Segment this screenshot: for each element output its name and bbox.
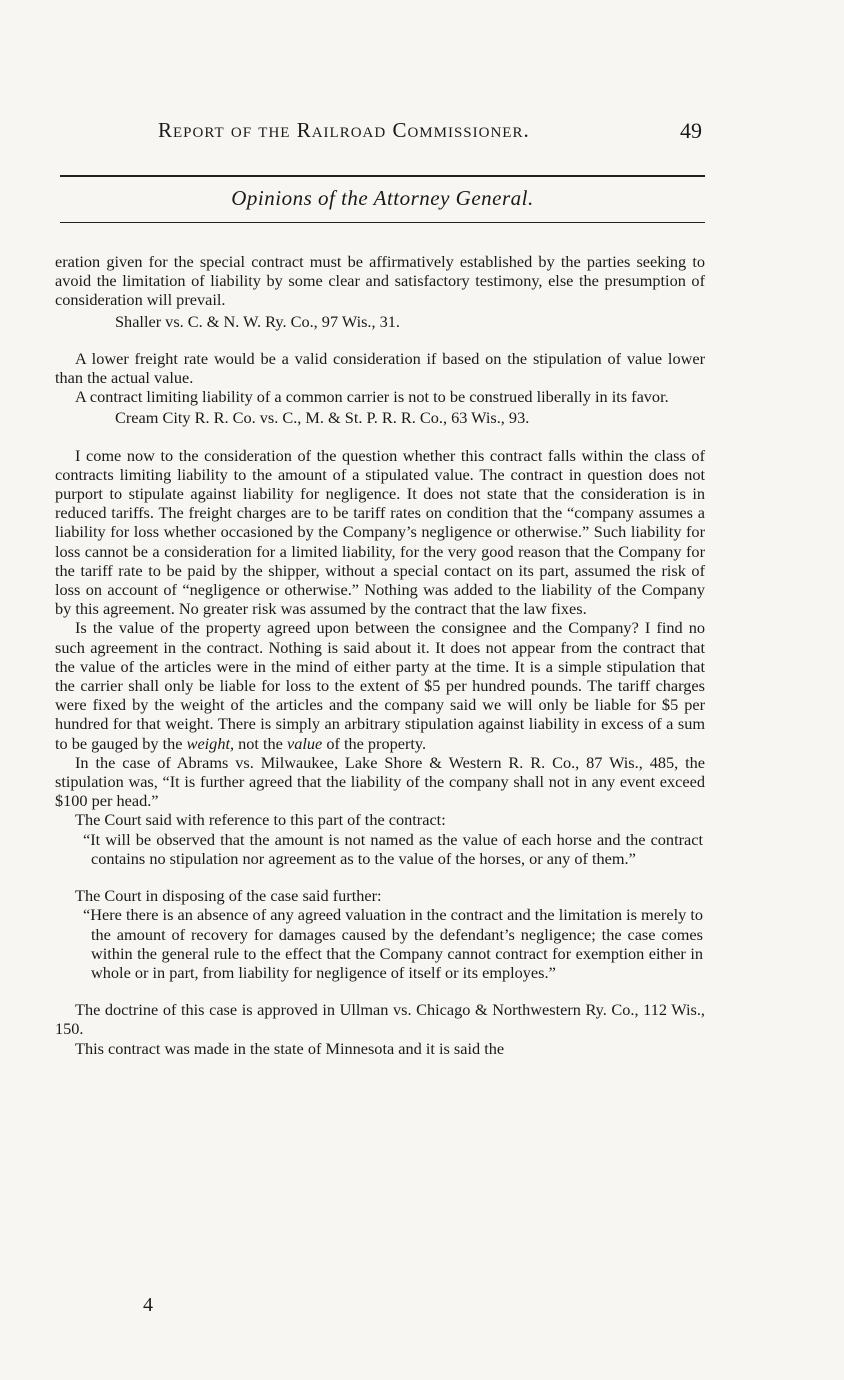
paragraph-text: not the bbox=[238, 733, 283, 753]
page-number: 49 bbox=[680, 118, 702, 143]
header-rule bbox=[60, 175, 705, 177]
paragraph: The doctrine of this case is approved in Ullman vs. Chicago & Northwestern Ry. Co., 112 Wis., 150. bbox=[55, 1000, 705, 1039]
paragraph: A contract limiting liability of a common carrier is not to be construed liberally in its favor. bbox=[75, 387, 669, 407]
body-text bbox=[55, 252, 705, 1058]
quote-text: “It will be observed that the amount is not named as the value of each horse and the contract contains no stipulation nor agreement as to the value of the horses, or any of them.” bbox=[83, 829, 703, 868]
emphasis: weight, bbox=[186, 733, 235, 753]
paragraph: eration given for the special contract must be affirmatively established by the parties seeking to avoid the limitation of liability by some clear and satisfactory testimony, else the presumption of consideration will prevail. bbox=[55, 252, 705, 310]
block-quote bbox=[55, 905, 705, 982]
paragraph: The Court said with reference to this part of the contract: bbox=[75, 810, 446, 830]
paragraph: The Court in disposing of the case said further: bbox=[75, 886, 382, 906]
paragraph: In the case of Abrams vs. Milwaukee, Lake Shore & Western R. R. Co., 87 Wis., 485, the stipulation was, “It is further agreed that the liability of the company shall not in any event exceed $100 per head.” bbox=[55, 752, 705, 811]
paragraph-text: of the property. bbox=[326, 733, 427, 753]
paragraph bbox=[55, 618, 705, 752]
citation: Cream City R. R. Co. vs. C., M. & St. P. R. R. Co., 63 Wis., 93. bbox=[115, 408, 530, 428]
subtitle-rule bbox=[60, 222, 705, 223]
running-header: Report of the Railroad Commissioner. bbox=[158, 118, 530, 142]
paragraph: I come now to the consideration of the question whether this contract falls within the class of contracts limiting liability to the amount of a stipulated value. The contract in question does not purport to stipulate against liability for negligence. It does not state that the consideration is in reduced tariffs. The freight charges are to be tariff rates on condition that the “company assumes a liability for loss whether occasioned by the Company’s negligence or otherwise.” Such liability for loss cannot be a consideration for a limited liability, for the very good reason that the Company for the tariff rate to be paid by the shipper, without a special contact on its part, assumed the risk of loss on account of “negligence or otherwise.” Nothing was added to the liability of the Company by this agreement. No greater risk was assumed by the contract that the law fixes. bbox=[55, 445, 705, 619]
section-subtitle: Opinions of the Attorney General. bbox=[231, 186, 534, 210]
paragraph: This contract was made in the state of Minnesota and it is said the bbox=[75, 1038, 505, 1058]
emphasis: value bbox=[286, 733, 323, 753]
paragraph: A lower freight rate would be a valid consideration if based on the stipulation of value lower than the actual value. bbox=[55, 348, 705, 388]
quote-text: “Here there is an absence of any agreed valuation in the contract and the limitation is merely to the amount of recovery for damages caused by the defendant’s negligence; the case comes within the general rule to the effect that the Company cannot contract for exemption either in whole or in part, from liability for negligence of itself or its employes.” bbox=[83, 905, 703, 982]
signature-mark: 4 bbox=[143, 1294, 153, 1316]
citation: Shaller vs. C. & N. W. Ry. Co., 97 Wis., 31. bbox=[115, 311, 400, 331]
paragraph-text: Is the value of the property agreed upon between the consignee and the Company? I find no such agreement in the contract. Nothing is said about it. It does not appear from the contract that the value of the articles were in the mind of either party at the time. It is a simple stipulation that the carrier shall only be liable for loss to the extent of $5 per hundred pounds. The tariff charges were fixed by the weight of the articles and the company said we will only be liable for $5 per hundred for that weight. There is simply an arbitrary stipulation against liability in excess of a sum to be gauged by the bbox=[55, 618, 705, 753]
block-quote bbox=[55, 830, 705, 868]
